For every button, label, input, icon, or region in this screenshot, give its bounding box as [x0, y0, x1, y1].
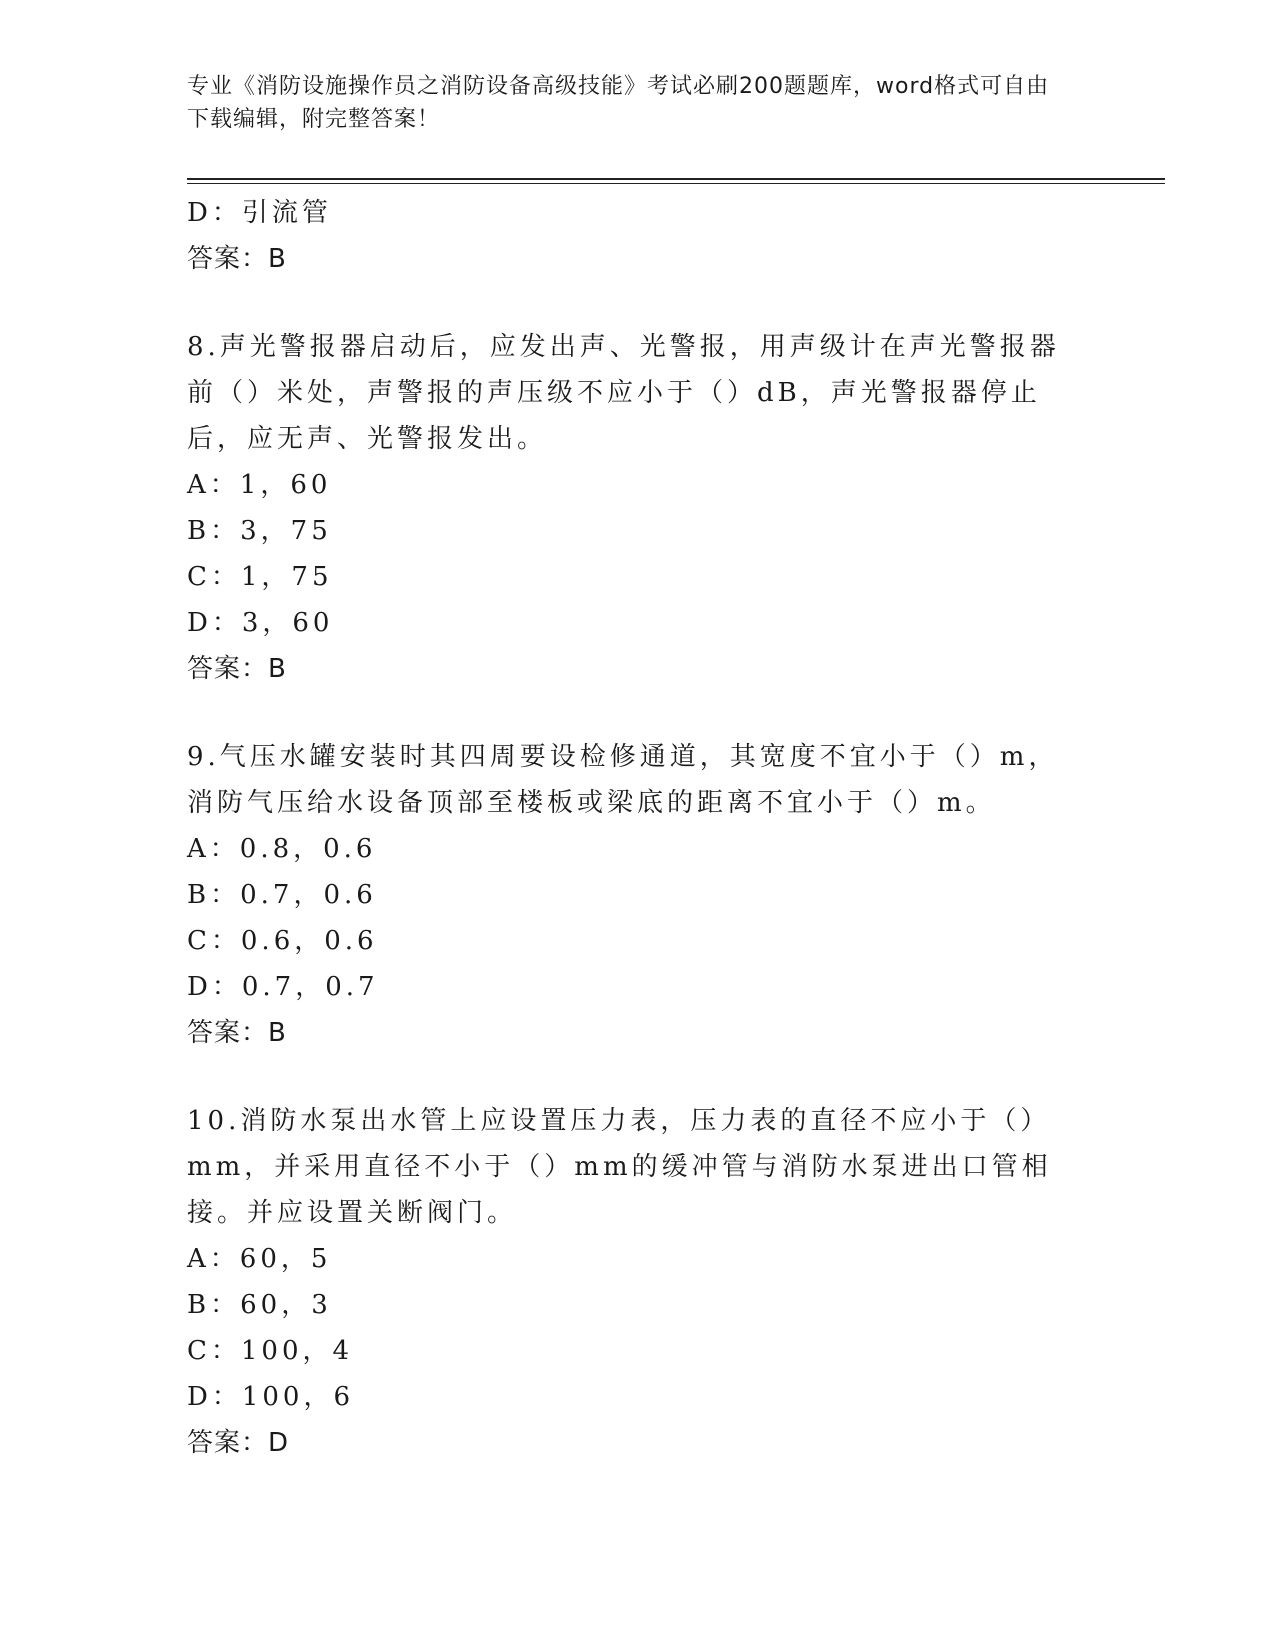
question-10	[187, 1098, 1087, 1466]
answer: 答案：B	[187, 244, 287, 274]
option-d: D：引流管	[187, 198, 332, 228]
option-c: C：100，4	[187, 1336, 354, 1366]
answer: 答案：D	[187, 1428, 290, 1458]
question-list	[187, 190, 1087, 1466]
question-stem: 8.声光警报器启动后，应发出声、光警报，用声级计在声光警报器前（）米处，声警报的声压级不应小于（）dB，声光警报器停止后，应无声、光警报发出。	[187, 332, 1060, 454]
document-header: 专业《消防设施操作员之消防设备高级技能》考试必刷200题题库，word格式可自由下载编辑，附完整答案！	[187, 74, 1050, 132]
option-c: C：0.6，0.6	[187, 926, 378, 956]
question-8	[187, 324, 1087, 692]
option-b: B：60，3	[187, 1290, 332, 1320]
option-a: A：0.8，0.6	[187, 834, 377, 864]
option-b: B：3，75	[187, 516, 332, 546]
option-b: B：0.7，0.6	[187, 880, 377, 910]
option-d: D：3，60	[187, 608, 334, 638]
option-a: A：60，5	[187, 1244, 332, 1274]
question-stem: 9.气压水罐安装时其四周要设检修通道，其宽度不宜小于（）m，消防气压给水设备顶部至楼板或梁底的距离不宜小于（）m。	[187, 742, 1059, 818]
option-a: A：1，60	[187, 470, 332, 500]
option-c: C：1，75	[187, 562, 333, 592]
answer: 答案：B	[187, 654, 287, 684]
answer: 答案：B	[187, 1018, 287, 1048]
header-divider	[187, 178, 1165, 180]
question-9	[187, 734, 1087, 1056]
question-stem: 10.消防水泵出水管上应设置压力表，压力表的直径不应小于（）mm，并采用直径不小于（）mm的缓冲管与消防水泵进出口管相接。并应设置关断阀门。	[187, 1106, 1052, 1228]
option-d: D：0.7，0.7	[187, 972, 379, 1002]
header-divider-thin	[187, 183, 1165, 184]
option-d: D：100，6	[187, 1382, 355, 1412]
